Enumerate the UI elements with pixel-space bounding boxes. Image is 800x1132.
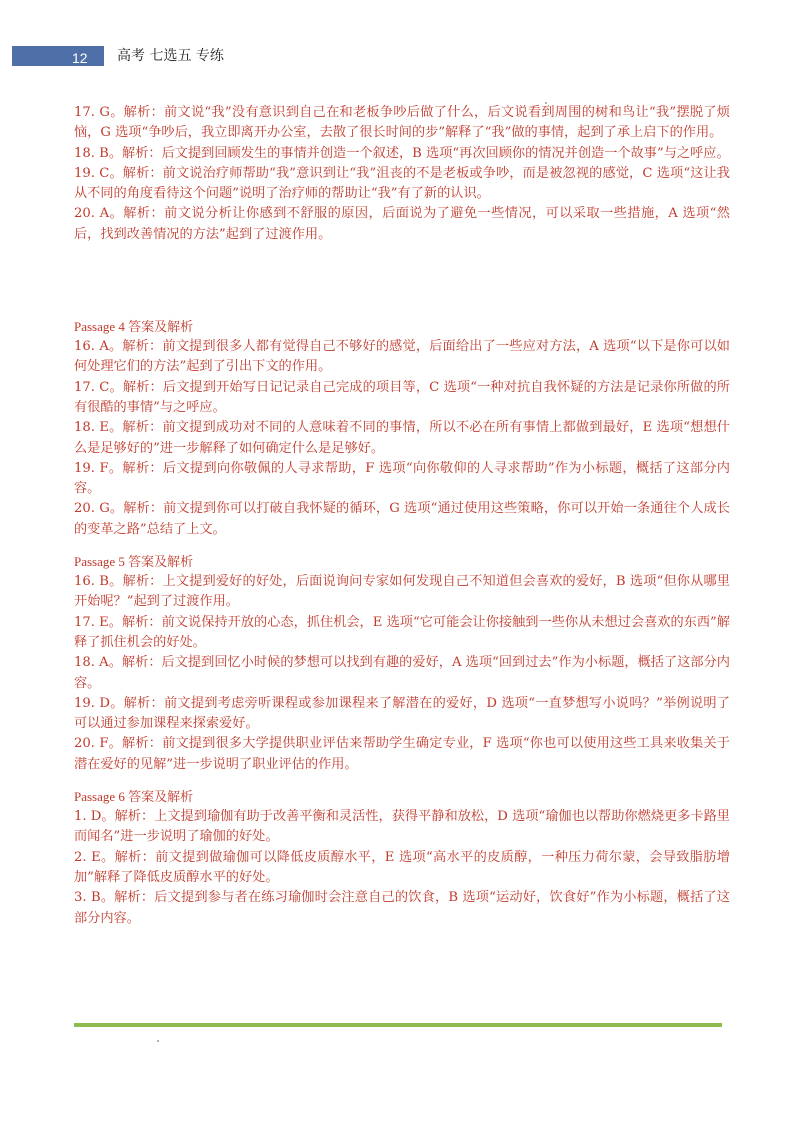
- answer-item: 20. A。解析：前文说分析让你感到不舒服的原因，后面说为了避免一些情况，可以采取一些措施，A 选项“然后，找到改善情况的方法”起到了过渡作用。: [74, 206, 730, 242]
- answer-item: 17. E。解析：前文说保持开放的心态，抓住机会，E 选项“它可能会让你接触到一些你从未想过会喜欢的东西”解释了抓住机会的好处。: [74, 614, 730, 650]
- section-title: Passage 4 答案及解析: [74, 319, 194, 335]
- answer-item: 17. G。解析：前文说“我”没有意识到自己在和老板争吵后做了什么，后文说看到周围的树和鸟让“我”摆脱了烦恼，G 选项“争吵后，我立即离开办公室，去散了很长时间的步”解释了“我”做的事情，起到了承上启下的作用。: [74, 105, 730, 141]
- section-title: Passage 5 答案及解析: [74, 554, 194, 570]
- section-passage-6: [74, 787, 730, 929]
- answer-item: 20. G。解析：前文提到你可以打破自我怀疑的循环，G 选项“通过使用这些策略，你可以开始一条通往个人成长的变革之路”总结了上文。: [74, 501, 730, 537]
- page-header: [0, 44, 800, 68]
- answer-content: [74, 103, 730, 941]
- decorative-dot: [157, 1040, 159, 1042]
- answer-item: 3. B。解析：后文提到参与者在练习瑜伽时会注意自己的饮食，B 选项“运动好，饮食好”作为小标题，概括了这部分内容。: [74, 890, 730, 926]
- answer-item: 19. C。解析：前文说治疗师帮助“我”意识到让“我”沮丧的不是老板或争吵，而是被忽视的感觉，C 选项“这让我从不同的角度看待这个问题”说明了治疗师的帮助让“我”有了新的认识。: [74, 165, 730, 202]
- section-passage-5: [74, 552, 730, 775]
- answer-item: 19. F。解析：后文提到向你敬佩的人寻求帮助，F 选项“向你敬仰的人寻求帮助”作为小标题，概括了这部分内容。: [74, 460, 730, 497]
- answer-item: 19. D。解析：前文提到考虑旁听课程或参加课程来了解潜在的爱好，D 选项“一直梦想写小说吗？”举例说明了可以通过参加课程来探索爱好。: [74, 695, 730, 732]
- answer-item: 20. F。解析：前文提到很多大学提供职业评估来帮助学生确定专业，F 选项“你也可以使用这些工具来收集关于潜在爱好的见解”进一步说明了职业评估的作用。: [74, 736, 730, 772]
- page-number-bar: [12, 46, 104, 66]
- answer-item: 16. A。解析：前文提到很多人都有觉得自己不够好的感觉，后面给出了一些应对方法，A 选项“以下是你可以如何处理它们的方法”起到了引出下文的作用。: [74, 339, 730, 375]
- section-continued: [74, 103, 730, 245]
- section-title: Passage 6 答案及解析: [74, 789, 194, 805]
- answer-item: 1. D。解析：上文提到瑜伽有助于改善平衡和灵活性，获得平静和放松，D 选项“瑜伽也以帮助你燃烧更多卡路里而闻名”进一步说明了瑜伽的好处。: [74, 809, 730, 845]
- answer-item: 18. B。解析：后文提到回顾发生的事情并创造一个叙述，B 选项“再次回顾你的情况并创造一个故事”与之呼应。: [74, 145, 730, 161]
- answer-item: 18. A。解析：后文提到回忆小时候的梦想可以找到有趣的爱好，A 选项“回到过去”作为小标题，概括了这部分内容。: [74, 655, 730, 691]
- section-passage-4: [74, 317, 730, 540]
- answer-item: 2. E。解析：前文提到做瑜伽可以降低皮质醇水平，E 选项“高水平的皮质醇，一种压力荷尔蒙，会导致脂肪增加”解释了降低皮质醇水平的好处。: [74, 849, 730, 885]
- footer-divider: [74, 1023, 722, 1027]
- answer-item: 16. B。解析：上文提到爱好的好处，后面说询问专家如何发现自己不知道但会喜欢的爱好，B 选项“但你从哪里开始呢？”起到了过渡作用。: [74, 574, 730, 610]
- answer-item: 17. C。解析：后文提到开始写日记记录自己完成的项目等，C 选项“一种对抗自我怀疑的方法是记录你所做的所有很酷的事情”与之呼应。: [74, 379, 730, 415]
- page-number: 12: [72, 50, 88, 66]
- book-title: 高考 七选五 专练: [117, 48, 224, 64]
- answer-item: 18. E。解析：前文提到成功对不同的人意味着不同的事情，所以不必在所有事情上都做到最好，E 选项“想想什么是足够好的”进一步解释了如何确定什么是足够好。: [74, 420, 730, 456]
